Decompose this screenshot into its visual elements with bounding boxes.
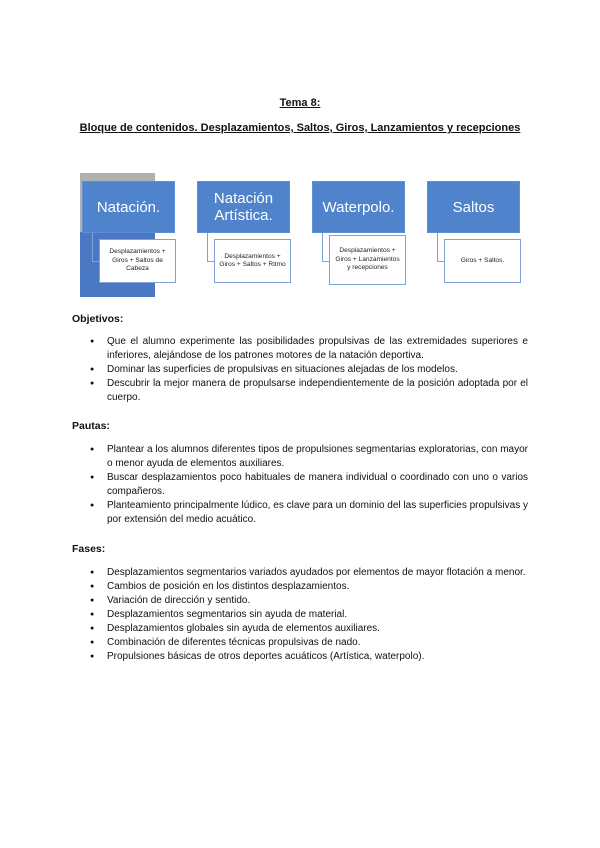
diagram-box-waterpolo: Waterpolo. (312, 181, 405, 233)
list-item: ● Buscar desplazamientos poco habituales de manera individual o coordinado con uno o varios compañeros. (90, 471, 528, 499)
diagram-detail-natacion: Desplazamientos + Giros + Saltos de Cabeza (99, 239, 176, 283)
diagram-box-natacion: Natación. (82, 181, 175, 233)
content-diagram (0, 0, 600, 300)
diagram-detail-natacion-artistica: Desplazamientos + Giros + Saltos + Ritmo (214, 239, 291, 283)
diagram-detail-waterpolo: Desplazamientos + Giros + Lanzamientos y recepciones (329, 235, 406, 285)
list-item: ● Que el alumno experimente las posibilidades propulsivas de las extremidades superiores e inferiores, alejándose de los patrones motores de la natación deportiva. (90, 335, 528, 363)
page-title: Tema 8: (279, 97, 321, 109)
diagram-box-natacion-artistica: Natación Artística. (197, 181, 290, 233)
list-item: ● Propulsiones básicas de otros deportes acuáticos (Artística, waterpolo). (90, 650, 528, 664)
fases-heading: Fases: (72, 543, 106, 555)
diagram-box-saltos: Saltos (427, 181, 520, 233)
list-item: ● Dominar las superficies de propulsivas en situaciones alejadas de los modelos. (90, 363, 528, 377)
page-subtitle: Bloque de contenidos. Desplazamientos, Saltos, Giros, Lanzamientos y recepciones (79, 122, 521, 134)
pautas-list (90, 443, 528, 527)
list-item: ● Desplazamientos segmentarios sin ayuda de material. (90, 608, 528, 622)
list-item: ● Plantear a los alumnos diferentes tipos de propulsiones segmentarias exploratorias, con mayor o menor ayuda de elementos auxiliares. (90, 443, 528, 471)
list-item: ● Cambios de posición en los distintos desplazamientos. (90, 580, 528, 594)
fases-list (90, 566, 528, 664)
objetivos-heading: Objetivos: (72, 313, 124, 325)
pautas-heading: Pautas: (72, 420, 110, 432)
list-item: ● Variación de dirección y sentido. (90, 594, 528, 608)
diagram-detail-saltos: Giros + Saltos. (444, 239, 521, 283)
list-item: ● Combinación de diferentes técnicas propulsivas de nado. (90, 636, 528, 650)
list-item: ● Desplazamientos segmentarios variados ayudados por elementos de mayor flotación a menor. (90, 566, 528, 580)
list-item: ● Desplazamientos globales sin ayuda de elementos auxiliares. (90, 622, 528, 636)
objetivos-list (90, 335, 528, 405)
list-item: ● Planteamiento principalmente lúdico, es clave para un dominio del las superficies propulsivas y por extensión del medio acuático. (90, 499, 528, 527)
list-item: ● Descubrir la mejor manera de propulsarse independientemente de la posición adoptada por el cuerpo. (90, 377, 528, 405)
